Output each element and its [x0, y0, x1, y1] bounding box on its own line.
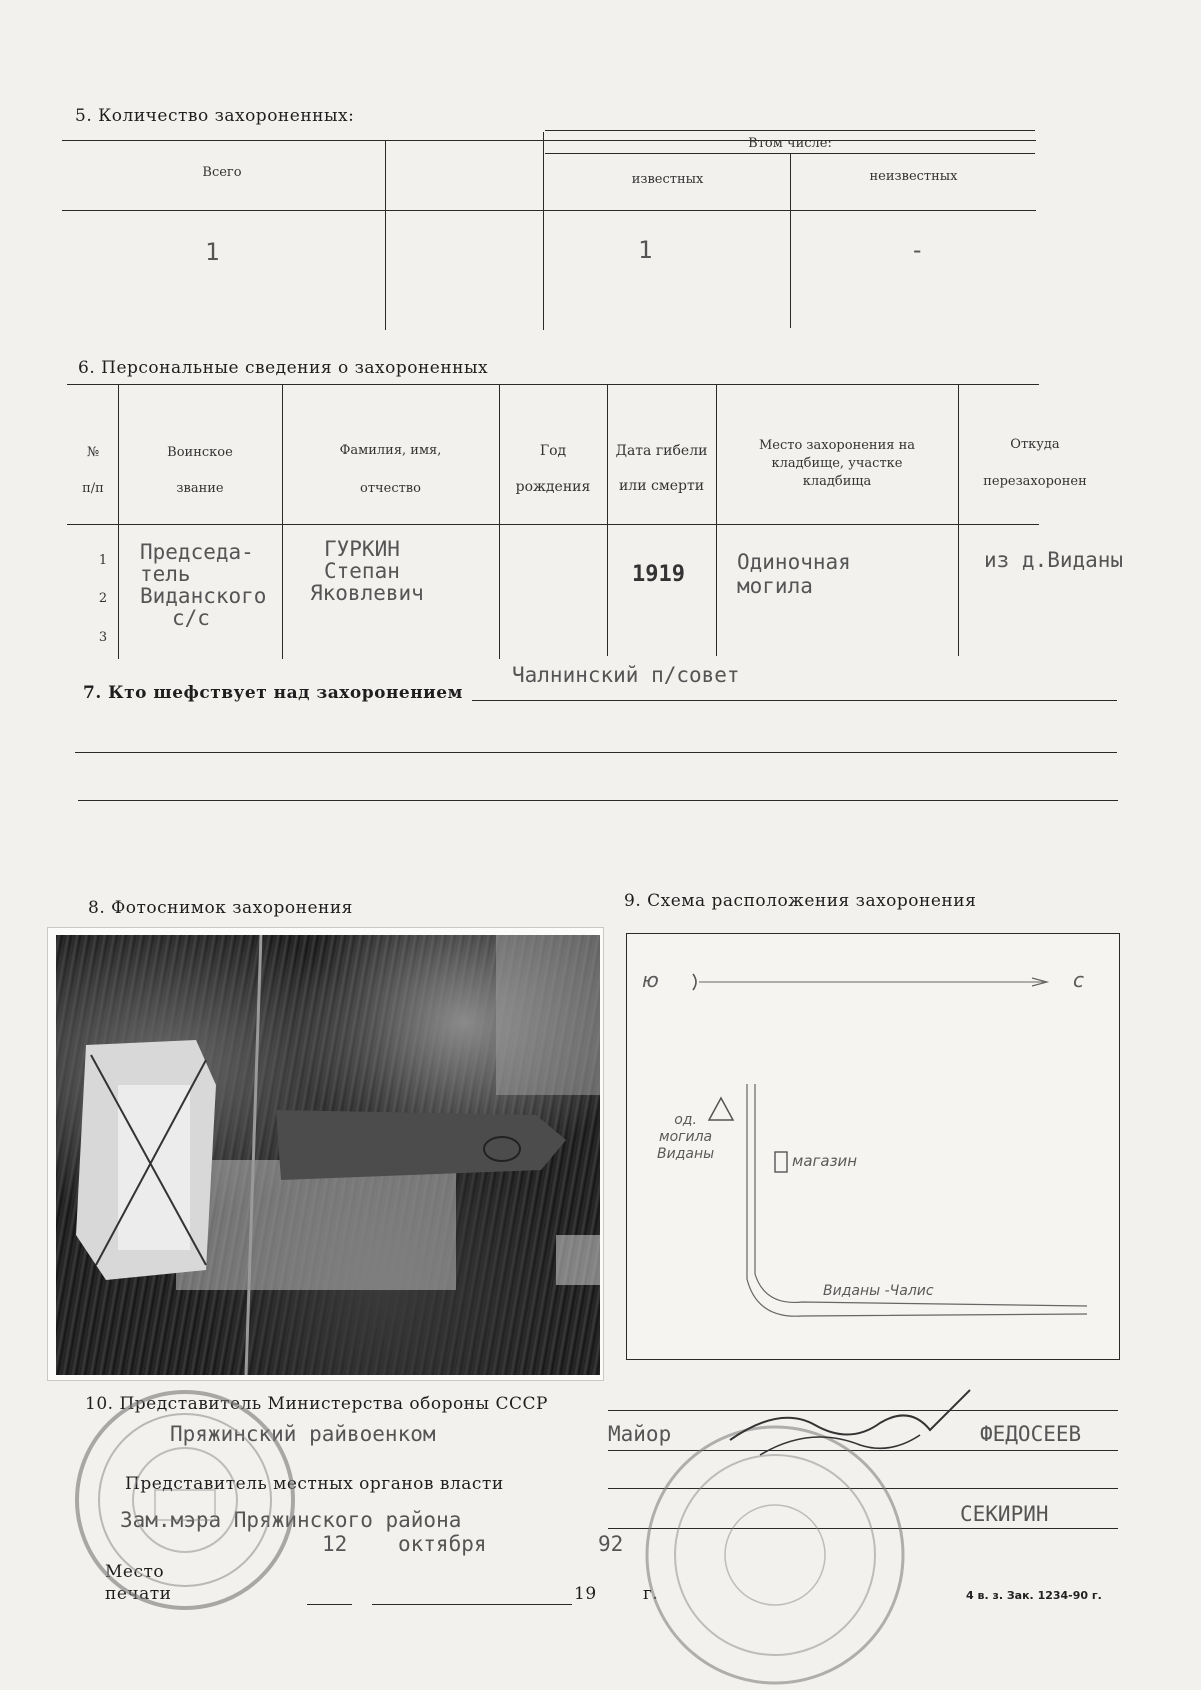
seal-place-label-a: Место: [105, 1562, 165, 1582]
reburied-from: из д.Виданы: [984, 548, 1124, 572]
rank-line-1: Председа-: [140, 540, 254, 564]
deceased-name: [310, 538, 424, 604]
total-count-value: 1: [205, 238, 220, 266]
grave-label-line-2: могила: [659, 1129, 713, 1145]
patron-extra-line-2: [78, 800, 1118, 801]
known-count-value: 1: [638, 236, 653, 264]
mod-organization: Пряжинский райвоенком: [170, 1422, 436, 1446]
grave-photo: [56, 935, 600, 1375]
patron-value: Чалнинский п/совет: [512, 663, 740, 687]
hdr-death-b: или смерти: [618, 478, 705, 494]
mod-name: ФЕДОСЕЕВ: [980, 1422, 1082, 1446]
rank-line-2: тель: [140, 562, 191, 586]
direction-north: с: [1073, 968, 1084, 992]
place-line-2: могила: [737, 574, 813, 598]
row-num-3: 3: [98, 630, 108, 645]
year-value: 92: [598, 1532, 624, 1556]
table-6-divider-6: [958, 384, 959, 656]
hdr-name-a: Фамилия, имя,: [339, 443, 442, 458]
table-5-divider-3: [790, 153, 791, 328]
deceased-rank: [140, 541, 266, 629]
year-prefix: 19: [574, 1584, 597, 1604]
table-5-divider-2: [543, 132, 544, 330]
grave-label-line-3: Виданы: [657, 1146, 715, 1162]
hdr-birth-b: рождения: [515, 479, 591, 495]
hdr-from-b: перезахоронен: [983, 474, 1087, 489]
grave-label-line-1: од.: [674, 1112, 697, 1128]
table-5-divider-1: [385, 140, 386, 330]
grave-label: [657, 1112, 714, 1163]
section-9-title: 9. Схема расположения захоронения: [624, 891, 977, 911]
hdr-place-b: кладбище, участке: [771, 456, 903, 471]
table-6-divider-2: [282, 384, 283, 659]
hdr-rank-a: Воинское: [167, 445, 233, 460]
date-day: 12: [322, 1532, 348, 1556]
date-day-underline: [307, 1604, 352, 1605]
local-organization: Зам.мэра Пряжинского района: [120, 1508, 462, 1532]
direction-south: ю: [642, 968, 659, 992]
hdr-birth-a: Год: [539, 443, 567, 459]
seal-place-label-b: печати: [105, 1584, 172, 1604]
col-including-header: Втом числе:: [748, 136, 832, 151]
mod-rank: Майор: [608, 1422, 672, 1446]
hdr-num-a: №: [86, 445, 100, 460]
date-month-underline: [372, 1604, 572, 1605]
section-6-title: 6. Персональные сведения о захороненных: [78, 358, 489, 378]
shop-label: магазин: [792, 1152, 858, 1170]
year-suffix: г.: [643, 1584, 659, 1604]
col-known-header: известных: [631, 172, 704, 187]
hdr-place-c: кладбища: [802, 474, 872, 489]
date-month: октября: [398, 1532, 487, 1556]
table-5-top-border-right: [545, 130, 1035, 131]
hdr-num-b: п/п: [82, 481, 104, 496]
section-7-title: 7. Кто шефствует над захоронением: [83, 683, 463, 703]
hdr-from-a: Откуда: [1010, 437, 1060, 452]
table-6-divider-1: [118, 384, 119, 659]
rank-line-3: Виданского: [140, 584, 267, 608]
section-8-title: 8. Фотоснимок захоронения: [88, 898, 353, 918]
col-total-header: Всего: [202, 165, 242, 180]
road-label: Виданы -Чалис: [823, 1283, 934, 1299]
location-scheme: [626, 933, 1120, 1360]
table-6-divider-4: [607, 384, 608, 656]
table-6-divider-5: [716, 384, 717, 656]
local-authority-title: Представитель местных органов власти: [125, 1474, 504, 1494]
table-6-top-border: [67, 384, 1039, 385]
grave-photo-detail: [56, 935, 600, 1375]
burial-place: [737, 550, 851, 598]
hdr-rank-b: звание: [176, 481, 224, 496]
table-5-header-bottom: [62, 210, 1036, 211]
section-5-title: 5. Количество захороненных:: [75, 106, 355, 126]
death-year: 1919: [632, 562, 685, 587]
name-line-2: Степан: [324, 559, 400, 583]
table-6-divider-3: [499, 384, 500, 659]
hdr-name-b: отчество: [360, 481, 421, 496]
military-commissariat-stamp: [65, 1380, 305, 1620]
hdr-place-a: Место захоронения на: [758, 438, 916, 453]
row-num-1: 1: [98, 553, 108, 568]
section-10-title: 10. Представитель Министерства обороны СССР: [85, 1394, 548, 1414]
row-num-2: 2: [98, 591, 108, 606]
rank-line-4: с/с: [172, 606, 210, 630]
local-name: СЕКИРИН: [960, 1502, 1049, 1526]
print-mark: 4 в. з. Зак. 1234-90 г.: [966, 1589, 1102, 1602]
name-line-3: Яковлевич: [310, 581, 424, 605]
signature: [720, 1385, 980, 1475]
patron-underline: [472, 700, 1117, 701]
place-line-1: Одиночная: [737, 550, 851, 574]
hdr-death-a: Дата гибели: [615, 443, 708, 459]
col-unknown-header: неизвестных: [869, 169, 958, 184]
table-6-header-bottom: [67, 524, 1039, 525]
name-line-1: ГУРКИН: [324, 537, 400, 561]
patron-extra-line-1: [75, 752, 1117, 753]
unknown-count-value: -: [910, 236, 925, 264]
